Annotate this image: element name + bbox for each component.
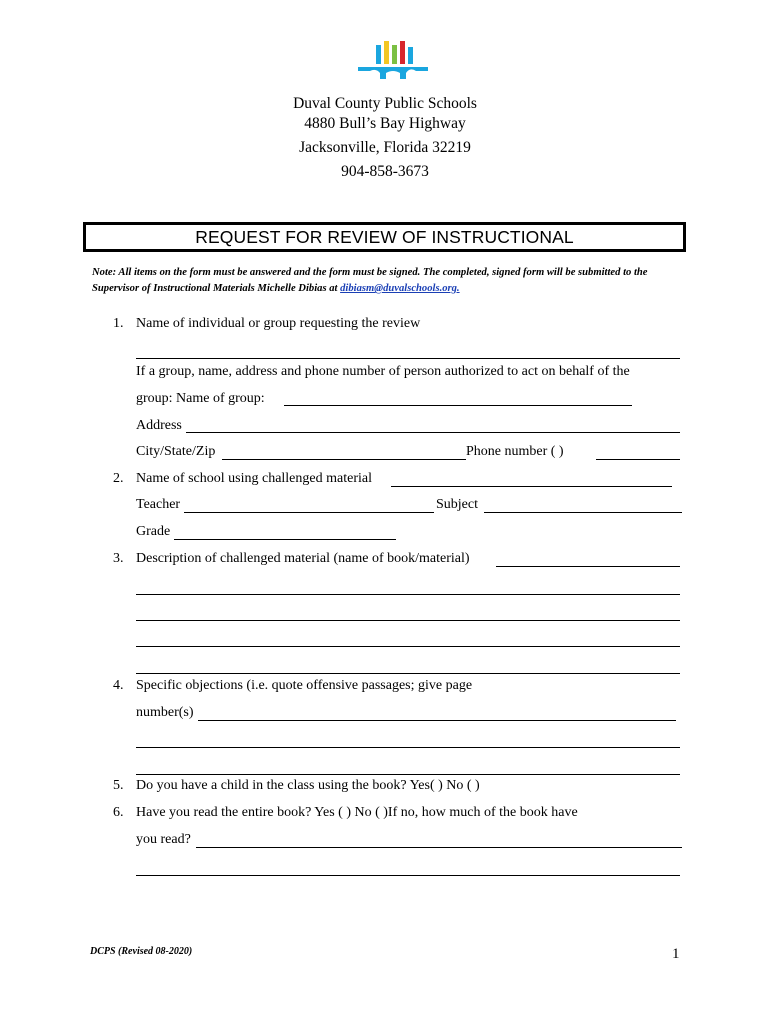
citystatezip-field[interactable] [222,459,466,460]
q3-line-2[interactable] [136,620,680,621]
q4-number: 4. [113,678,124,693]
teacher-field[interactable] [184,512,434,513]
email-link[interactable]: dibiasm@duvalschools.org. [340,283,460,294]
q3-line-3[interactable] [136,646,680,647]
q6-label: Have you read the entire book? Yes ( ) No ( )If no, how much of the book have [136,805,578,820]
grade-label: Grade [136,524,171,539]
form-title: REQUEST FOR REVIEW OF INSTRUCTIONAL [195,227,574,247]
q2-number: 2. [113,471,124,486]
q3-number: 3. [113,551,124,566]
grade-field[interactable] [174,539,396,540]
org-name: Duval County Public Schools [293,95,477,112]
q1-group-label: group: Name of group: [136,391,265,406]
page-numbers-field[interactable] [198,720,676,721]
phone-field[interactable] [596,459,680,460]
page-numbers-label: number(s) [136,705,194,720]
q5-number: 5. [113,778,124,793]
phone-label: Phone number ( ) [466,444,564,459]
q1-number: 1. [113,316,124,331]
title-box [83,222,686,252]
citystatezip-label: City/State/Zip [136,444,216,459]
read-amount-field[interactable] [196,847,682,848]
read-amount-label: you read? [136,832,191,847]
school-name-field[interactable] [391,486,672,487]
note-text: Note: All items on the form must be answered and the form must be signed. The completed, signed form will be submitted to the Supervisor of Instructional Materials Michelle Dibias at [92,267,648,294]
phone-number: 904-858-3673 [341,163,429,180]
q4-line-1[interactable] [136,747,680,748]
instructions-note [92,265,692,297]
q1-name-field[interactable] [136,358,680,359]
q1-group-intro: If a group, name, address and phone number of person authorized to act on behalf of the [136,364,630,379]
subject-label: Subject [436,497,478,512]
q3-line-1[interactable] [136,594,680,595]
q3-line-4[interactable] [136,673,680,674]
address-field[interactable] [186,432,680,433]
material-field[interactable] [496,566,680,567]
q4-line-2[interactable] [136,774,680,775]
street-address: 4880 Bull’s Bay Highway [304,115,466,132]
q1-label: Name of individual or group requesting the review [136,316,421,331]
q3-label: Description of challenged material (name of book/material) [136,551,470,566]
q6-line-1[interactable] [136,875,680,876]
q5-label: Do you have a child in the class using the book? Yes( ) No ( ) [136,778,480,793]
dcps-logo-icon [356,39,430,81]
revision-footer: DCPS (Revised 08-2020) [90,946,193,957]
q2-label: Name of school using challenged material [136,471,372,486]
q4-label: Specific objections (i.e. quote offensive passages; give page [136,678,473,693]
subject-field[interactable] [484,512,682,513]
city-address: Jacksonville, Florida 32219 [299,139,471,156]
address-label: Address [136,418,182,433]
teacher-label: Teacher [136,497,181,512]
group-name-field[interactable] [284,405,632,406]
page-number: 1 [672,946,680,962]
q6-number: 6. [113,805,124,820]
